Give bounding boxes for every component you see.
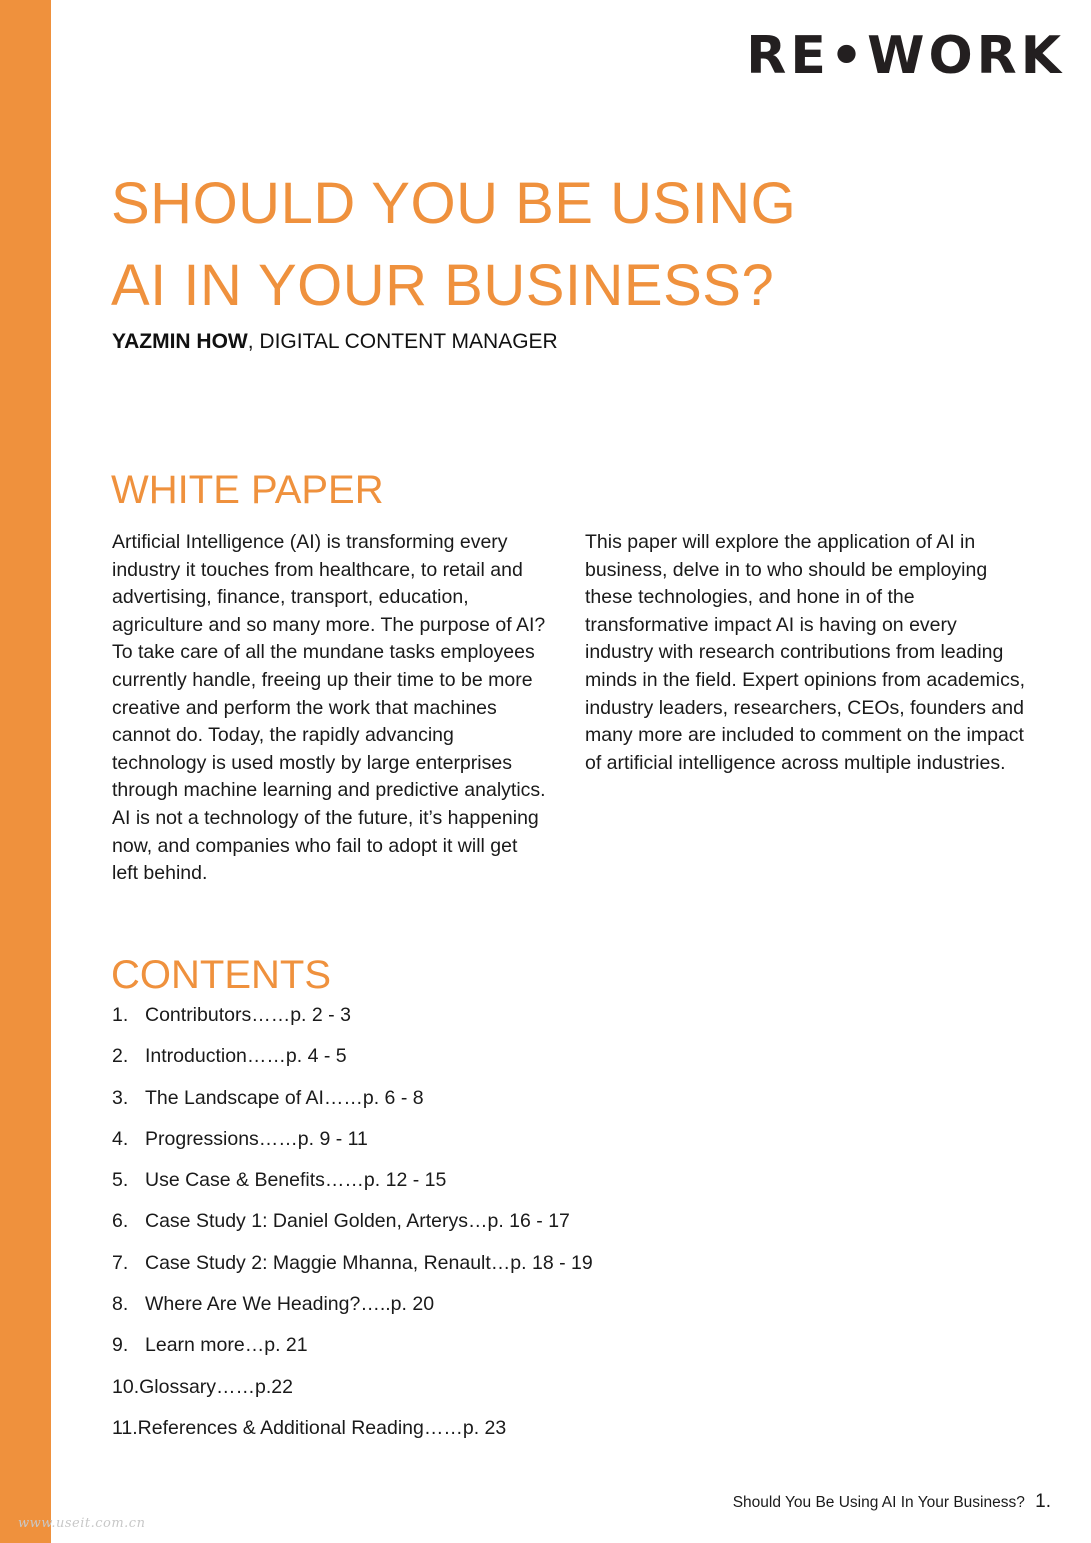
toc-item-number: 3.	[112, 1086, 129, 1109]
toc-item-number: 2.	[112, 1045, 129, 1068]
toc-item	[112, 1249, 593, 1290]
white-paper-heading: WHITE PAPER	[111, 468, 384, 512]
toc-item-number: 8.	[112, 1293, 129, 1316]
contents-heading: CONTENTS	[111, 953, 331, 997]
toc-item	[112, 1373, 593, 1414]
toc-item-text: Introduction……p. 4 - 5	[145, 1045, 347, 1068]
watermark: www.useit.com.cn	[18, 1516, 146, 1531]
white-paper-left-paragraph: Artificial Intelligence (AI) is transforming every industry it touches from healthcare, to retail and advertising, finance, transport, education, agriculture and so many more. The purpose of AI? To take care of all the mundane tasks employees currently handle, freeing up their time to be more creative and perform the work that machines cannot do. Today, the rapidly advancing technology is used mostly by large enterprises through machine learning and predictive analytics. AI is not a technology of the future, it’s happening now, and companies who fail to adopt it will get left behind.	[112, 531, 546, 885]
toc-item	[112, 1331, 593, 1372]
toc-item	[112, 1001, 593, 1042]
white-paper-right-paragraph: This paper will explore the application of AI in business, delve in to who should be employing these technologies, and hone in of the transformative impact AI is having on every industry with research contributions from leading minds in the field. Expert opinions from academics, industry leaders, researchers, CEOs, founders and many more are included to comment on the impact of artificial intelligence across multiple industries.	[585, 531, 1026, 774]
toc-item-text: Case Study 1: Daniel Golden, Arterys…p. 16 - 17	[145, 1210, 570, 1233]
toc-item-text: The Landscape of AI……p. 6 - 8	[145, 1086, 424, 1109]
toc-item-text: Glossary……p.22	[139, 1375, 293, 1398]
toc-item-text: Use Case & Benefits……p. 12 - 15	[145, 1169, 447, 1192]
toc-item-text: Learn more…p. 21	[145, 1334, 308, 1357]
toc-item	[112, 1042, 593, 1083]
toc-item	[112, 1290, 593, 1331]
toc-item-number: 10.	[112, 1375, 140, 1398]
toc-item-text: Progressions……p. 9 - 11	[145, 1127, 368, 1150]
toc-item-text: Contributors……p. 2 - 3	[145, 1004, 351, 1026]
toc-item-text: Where Are We Heading?…..p. 20	[145, 1293, 435, 1316]
toc-item-number: 5.	[112, 1169, 129, 1192]
toc-item-text: References & Additional Reading……p. 23	[137, 1416, 507, 1439]
toc-item	[112, 1125, 593, 1166]
white-paper-right-column	[585, 529, 1030, 777]
page-title	[111, 163, 871, 327]
author-role: , DIGITAL CONTENT MANAGER	[247, 330, 558, 353]
toc-item-number: 9.	[112, 1334, 129, 1357]
toc-item-number: 11.	[112, 1416, 138, 1439]
table-of-contents	[112, 1001, 593, 1455]
toc-item	[112, 1207, 593, 1248]
toc-item-number: 6.	[112, 1210, 129, 1233]
title-line-1: SHOULD YOU BE USING	[111, 171, 797, 236]
footer-page-number: 1.	[1035, 1491, 1051, 1512]
toc-item-number: 1.	[112, 1004, 129, 1026]
title-line-2: AI IN YOUR BUSINESS?	[111, 253, 775, 318]
page-footer	[733, 1491, 1051, 1513]
toc-item	[112, 1084, 593, 1125]
byline	[112, 330, 558, 354]
white-paper-left-column	[112, 529, 548, 888]
footer-running-title: Should You Be Using AI In Your Business?	[732, 1494, 1025, 1511]
author-name: YAZMIN HOW	[112, 330, 248, 353]
toc-item	[112, 1414, 593, 1455]
rework-logo: RE•WORK	[746, 26, 1065, 86]
toc-item-text: Case Study 2: Maggie Mhanna, Renault…p. 18 - 19	[145, 1251, 593, 1274]
toc-item	[112, 1166, 593, 1207]
toc-item-number: 4.	[112, 1127, 129, 1150]
toc-item-number: 7.	[112, 1251, 129, 1274]
orange-sidebar-bar	[0, 0, 51, 1543]
